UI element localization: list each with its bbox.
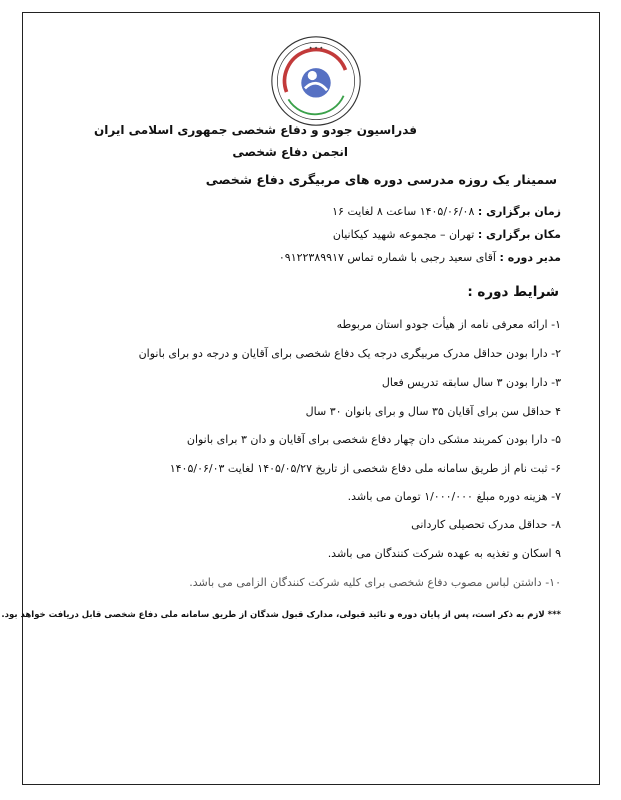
detail-place bbox=[333, 227, 561, 243]
time-value: ۱۴۰۵/۰۶/۰۸ ساعت ۸ لغایت ۱۶ bbox=[332, 205, 475, 218]
condition-item: ۸- حداقل مدرک تحصیلی کاردانی bbox=[411, 518, 561, 531]
federation-name: فدراسیون جودو و دفاع شخصی جمهوری اسلامی ایران bbox=[94, 123, 417, 137]
svg-text:✦ ✦ ✦: ✦ ✦ ✦ bbox=[308, 46, 324, 52]
seminar-title: سمینار یک روزه مدرسی دوره های مربیگری دفاع شخصی bbox=[205, 172, 557, 187]
condition-item: ۳- دارا بودن ۳ سال سابقه تدریس فعال bbox=[381, 376, 561, 389]
place-value: تهران – مجموعه شهید کیکانیان bbox=[332, 228, 475, 241]
federation-logo bbox=[270, 35, 362, 127]
footnote: *** لازم به ذکر است، پس از پایان دوره و تائید قبولی، مدارک قبول شدگان از طریق سامانه ملی دفاع شخصی قابل دریافت خواهد بود. bbox=[1, 610, 561, 620]
condition-item: ۷- هزینه دوره مبلغ ۱/۰۰۰/۰۰۰ تومان می باشد. bbox=[347, 490, 561, 503]
condition-item: ۵- دارا بودن کمربند مشکی دان چهار دفاع شخصی برای آقایان و دان ۳ برای بانوان bbox=[186, 433, 561, 446]
condition-item: ۲- دارا بودن حداقل مدرک مربیگری درجه یک دفاع شخصی برای آقایان و درجه دو برای بانوان bbox=[138, 347, 561, 360]
place-label: مکان برگزاری : bbox=[477, 228, 561, 241]
conditions-title: شرایط دوره : bbox=[467, 284, 559, 300]
condition-item: ۱- ارائه معرفی نامه از هیأت جودو استان مربوطه bbox=[336, 318, 561, 331]
manager-label: مدیر دوره : bbox=[499, 251, 561, 264]
detail-time bbox=[332, 204, 561, 220]
detail-manager bbox=[279, 250, 561, 266]
time-label: زمان برگزاری : bbox=[477, 205, 561, 218]
condition-item: ۹ اسکان و تغذیه به عهده شرکت کنندگان می باشد. bbox=[327, 547, 561, 560]
condition-item: ۴ حداقل سن برای آقایان ۳۵ سال و برای بانوان ۳۰ سال bbox=[305, 405, 561, 418]
association-name: انجمن دفاع شخصی bbox=[232, 145, 348, 159]
condition-item: ۶- ثبت نام از طریق سامانه ملی دفاع شخصی از تاریخ ۱۴۰۵/۰۵/۲۷ لغایت ۱۴۰۵/۰۶/۰۳ bbox=[169, 462, 561, 475]
condition-item: ۱۰- داشتن لباس مصوب دفاع شخصی برای کلیه شرکت کنندگان الزامی می باشد. bbox=[189, 576, 561, 589]
manager-value: آقای سعید رجبی با شماره تماس ۰۹۱۲۲۳۸۹۹۱۷ bbox=[278, 251, 496, 264]
